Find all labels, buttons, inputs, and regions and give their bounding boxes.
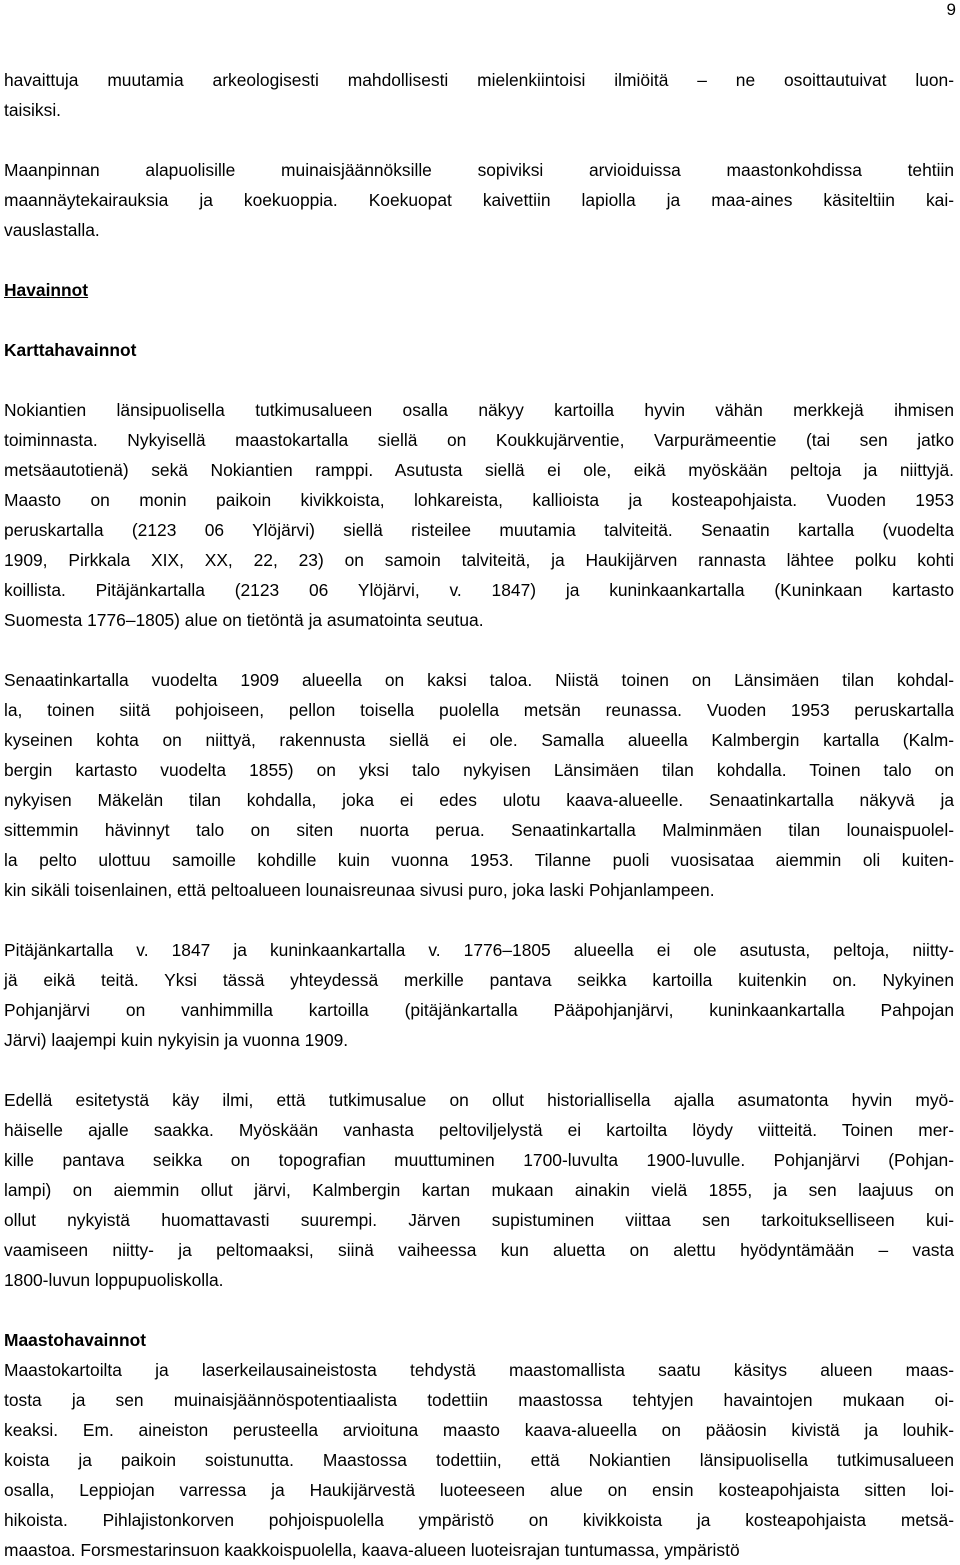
- text-line: osalla, Leppiojan varressa ja Haukijärvestä luoteeseen alue on ensin kosteapohjaista sitten loi-: [4, 1480, 954, 1500]
- document-body: [4, 65, 954, 1565]
- text-line: Maastokartoilta ja laserkeilausaineistosta tehdystä maastomallista saatu käsitys alueen maas-: [4, 1360, 954, 1380]
- text-line: koillista. Pitäjänkartalla (2123 06 Ylöjärvi, v. 1847) ja kuninkaankartalla (Kuninkaan kartasto: [4, 580, 954, 600]
- text-line: kille pantava seikka on topografian muuttuminen 1700-luvulta 1900-luvulle. Pohjanjärvi (Pohjan-: [4, 1150, 954, 1170]
- text-line: 1909, Pirkkala XIX, XX, 22, 23) on samoin talviteitä, ja Haukijärven rannasta lähtee polku kohti: [4, 550, 954, 570]
- page-number: 9: [946, 0, 956, 19]
- text-line: 1800-luvun loppupuoliskolla.: [4, 1270, 224, 1290]
- paragraph-gap: [4, 1295, 954, 1325]
- paragraph: [4, 395, 954, 635]
- text-line: tosta ja sen muinaisjäännöspotentiaalista todettiin maastossa tehtyjen havaintojen mukaan oi-: [4, 1390, 954, 1410]
- paragraph: [4, 155, 954, 245]
- paragraph: [4, 1355, 954, 1565]
- text-line: Senaatinkartalla vuodelta 1909 alueella on kaksi taloa. Niistä toinen on Länsimäen tilan kohdal-: [4, 670, 954, 690]
- paragraph-gap: [4, 905, 954, 935]
- paragraph-gap: [4, 635, 954, 665]
- section-heading: Karttahavainnot: [4, 340, 137, 360]
- section-heading: Havainnot: [4, 280, 89, 300]
- paragraph: [4, 935, 954, 1055]
- text-line: jä eikä teitä. Yksi tässä yhteydessä merkille pantava seikka kartoilla kuitenkin on. Nykyinen: [4, 970, 954, 990]
- paragraph: [4, 665, 954, 905]
- text-line: nykyisen Mäkelän tilan kohdalla, joka ei edes ulotu kaava-alueelle. Senaatinkartalla näkyvä ja: [4, 790, 954, 810]
- paragraph-gap: [4, 1055, 954, 1085]
- text-line: Suomesta 1776–1805) alue on tietöntä ja asumatointa seutua.: [4, 610, 484, 630]
- text-line: vaamiseen niitty- ja peltomaaksi, siinä vaiheessa kun aluetta on alettu hyödyntämään – vasta: [4, 1240, 954, 1260]
- text-line: hikoista. Pihlajistonkorven pohjoispuolella ympäristö on kivikkoista ja kosteapohjaista metsä-: [4, 1510, 954, 1530]
- paragraph-gap: [4, 125, 954, 155]
- text-line: havaittuja muutamia arkeologisesti mahdollisesti mielenkiintoisi ilmiöitä – ne osoittautuivat luon-: [4, 70, 954, 90]
- section-heading: Maastohavainnot: [4, 1330, 147, 1350]
- text-line: Edellä esitetystä käy ilmi, että tutkimusalue on ollut historiallisella ajalla asumatonta hyvin myö-: [4, 1090, 954, 1110]
- text-line: maannäytekairauksia ja koekuoppia. Koekuopat kaivettiin lapiolla ja maa-aines käsiteltiin kai-: [4, 190, 954, 210]
- text-line: kyseinen kohta on niittyä, rakennusta siellä ei ole. Samalla alueella Kalmbergin kartalla (Kalm-: [4, 730, 954, 750]
- text-line: ollut nykyistä huomattavasti suurempi. Järven supistuminen viittaa sen tarkoitukselliseen kui-: [4, 1210, 954, 1230]
- text-line: vauslastalla.: [4, 220, 100, 240]
- text-line: sittemmin hävinnyt talo on siten nuorta perua. Senaatinkartalla Malminmäen tilan lounaispuolel-: [4, 820, 954, 840]
- text-line: Pohjanjärvi on vanhimmilla kartoilla (pitäjänkartalla Pääpohjanjärvi, kuninkaankartalla Pahpojan: [4, 1000, 954, 1020]
- text-line: lampi) on aiemmin ollut järvi, Kalmbergin kartan mukaan ainakin vielä 1855, ja sen laajuus on: [4, 1180, 954, 1200]
- paragraph-gap: [4, 245, 954, 275]
- text-line: toiminnasta. Nykyisellä maastokartalla siellä on Koukkujärventie, Varpurämeentie (tai sen jatko: [4, 430, 954, 450]
- text-line: bergin kartasto vuodelta 1855) on yksi talo nykyisen Länsimäen tilan kohdalla. Toinen talo on: [4, 760, 954, 780]
- paragraph: [4, 65, 954, 125]
- text-line: la pelto ulottuu samoille kohdille kuin vuonna 1953. Tilanne puoli vuosisataa aiemmin oli kuiten-: [4, 850, 954, 870]
- text-line: Nokiantien länsipuolisella tutkimusalueen osalla näkyy kartoilla hyvin vähän merkkejä ihmisen: [4, 400, 954, 420]
- text-line: peruskartalla (2123 06 Ylöjärvi) siellä risteilee muutamia talviteitä. Senaatin kartalla (vuodelta: [4, 520, 954, 540]
- text-line: metsäautotienä) sekä Nokiantien ramppi. Asutusta siellä ei ole, eikä myöskään peltoja ja niittyjä.: [4, 460, 954, 480]
- text-line: häiselle ajalle saakka. Myöskään vanhasta peltoviljelystä ei kartoilta löydy viitteitä. Toinen mer-: [4, 1120, 954, 1140]
- paragraph-gap: [4, 305, 954, 335]
- paragraph: [4, 1085, 954, 1295]
- text-line: Pitäjänkartalla v. 1847 ja kuninkaankartalla v. 1776–1805 alueella ei ole asutusta, peltoja, niitty-: [4, 940, 954, 960]
- text-line: koista ja paikoin soistunutta. Maastossa todettiin, että Nokiantien länsipuolisella tutkimusalueen: [4, 1450, 954, 1470]
- text-line: kin sikäli toisenlainen, että peltoalueen lounaisreunaa sivusi puro, joka laski Pohjanlampeen.: [4, 880, 715, 900]
- text-line: Maasto on monin paikoin kivikkoista, lohkareista, kallioista ja kosteapohjaista. Vuoden 1953: [4, 490, 954, 510]
- text-line: la, toinen siitä pohjoiseen, pellon toisella puolella metsän reunassa. Vuoden 1953 peruskartalla: [4, 700, 954, 720]
- paragraph-gap: [4, 365, 954, 395]
- text-line: Maanpinnan alapuolisille muinaisjäännöksille sopiviksi arvioiduissa maastonkohdissa tehtiin: [4, 160, 954, 180]
- text-line: taisiksi.: [4, 100, 62, 120]
- text-line: keaksi. Em. aineiston perusteella arvioituna maasto kaava-alueella on pääosin kivistä ja louhik-: [4, 1420, 954, 1440]
- text-line: maastoa. Forsmestarinsuon kaakkoispuolella, kaava-alueen luoteisrajan tuntumassa, ympäristö: [4, 1540, 740, 1560]
- text-line: Järvi) laajempi kuin nykyisin ja vuonna 1909.: [4, 1030, 349, 1050]
